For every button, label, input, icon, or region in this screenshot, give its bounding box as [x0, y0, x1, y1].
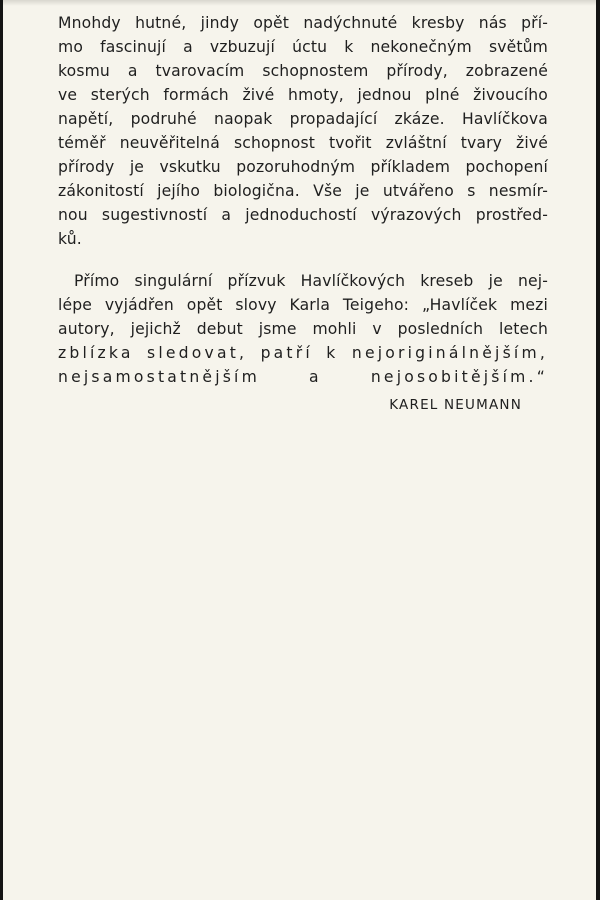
author-signature: KAREL NEUMANN	[389, 397, 522, 413]
text-line: ků.	[58, 230, 82, 248]
paragraph-2	[58, 269, 548, 389]
text-line: nejsamostatnějším a nejosobitějším.“	[58, 368, 548, 386]
text-line: přírody je vskutku pozoruhodným příkladem pochopení	[58, 158, 548, 176]
text-line: autory, jejichž debut jsme mohli v posledních letech	[58, 320, 548, 338]
body-text	[58, 11, 548, 417]
text-line: kosmu a tvarovacím schopnostem přírody, zobrazené	[58, 62, 548, 80]
scan-top-shadow	[3, 0, 596, 6]
paragraph-gap	[58, 251, 548, 269]
text-line: Mnohdy hutné, jindy opět nadýchnuté kresby nás pří-	[58, 14, 548, 32]
scan-edge-left	[0, 0, 3, 900]
text-line: nou sugestivností a jednoduchostí výrazových prostřed-	[58, 206, 548, 224]
text-line: zblízka sledovat, patří k nejoriginálnějším,	[58, 344, 548, 362]
text-line: zákonitostí jejího biologična. Vše je utvářeno s nesmír-	[58, 182, 548, 200]
text-line: ve sterých formách živé hmoty, jednou plné živoucího	[58, 86, 548, 104]
paragraph-1	[58, 11, 548, 251]
text-line: mo fascinují a vzbuzují úctu k nekonečným světům	[58, 38, 548, 56]
scan-edge-right	[596, 0, 600, 900]
text-line: lépe vyjádřen opět slovy Karla Teigeho: „Havlíček mezi	[58, 296, 548, 314]
text-line: napětí, podruhé naopak propadající zkáze. Havlíčkova	[58, 110, 548, 128]
text-line: Přímo singulární přízvuk Havlíčkových kreseb je nej-	[74, 272, 548, 290]
text-line: téměř neuvěřitelná schopnost tvořit zvláštní tvary živé	[58, 134, 548, 152]
